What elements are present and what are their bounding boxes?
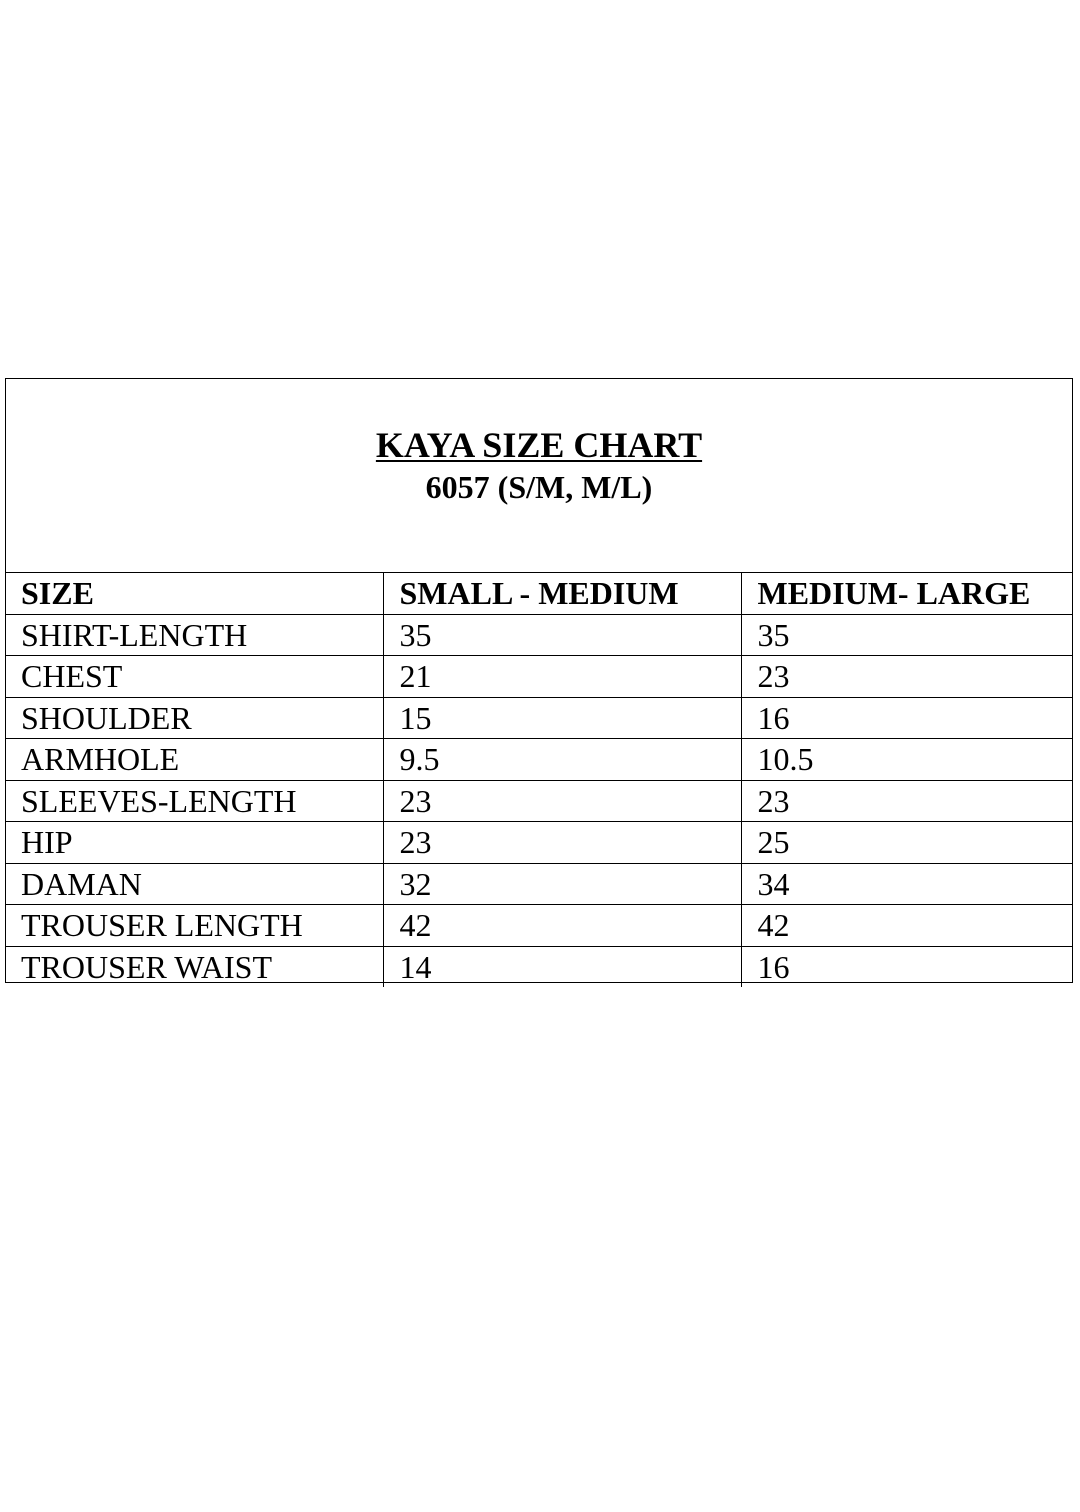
table-row xyxy=(5,822,1073,864)
table-row xyxy=(5,780,1073,822)
measurement-label: TROUSER LENGTH xyxy=(5,905,383,947)
measurement-label: TROUSER WAIST xyxy=(5,946,383,987)
medium-large-value: 16 xyxy=(741,946,1073,987)
medium-large-value: 10.5 xyxy=(741,739,1073,781)
medium-large-value: 23 xyxy=(741,780,1073,822)
medium-large-value: 35 xyxy=(741,614,1073,656)
table-row xyxy=(5,946,1073,987)
table-row xyxy=(5,614,1073,656)
measurement-label: ARMHOLE xyxy=(5,739,383,781)
header-medium-large: MEDIUM- LARGE xyxy=(741,573,1073,615)
table-row xyxy=(5,863,1073,905)
measurement-label: HIP xyxy=(5,822,383,864)
measurement-label: DAMAN xyxy=(5,863,383,905)
medium-large-value: 34 xyxy=(741,863,1073,905)
small-medium-value: 9.5 xyxy=(383,739,741,781)
medium-large-value: 23 xyxy=(741,656,1073,698)
header-size: SIZE xyxy=(5,573,383,615)
medium-large-value: 16 xyxy=(741,697,1073,739)
table-header-row xyxy=(5,573,1073,615)
small-medium-value: 21 xyxy=(383,656,741,698)
chart-title: KAYA SIZE CHART xyxy=(375,425,703,465)
small-medium-value: 23 xyxy=(383,780,741,822)
small-medium-value: 15 xyxy=(383,697,741,739)
table-row xyxy=(5,656,1073,698)
table-row xyxy=(5,905,1073,947)
table-row xyxy=(5,697,1073,739)
small-medium-value: 23 xyxy=(383,822,741,864)
small-medium-value: 14 xyxy=(383,946,741,987)
size-table xyxy=(5,572,1073,987)
medium-large-value: 25 xyxy=(741,822,1073,864)
measurement-label: SLEEVES-LENGTH xyxy=(5,780,383,822)
header-small-medium: SMALL - MEDIUM xyxy=(383,573,741,615)
title-area xyxy=(6,379,1072,573)
measurement-label: SHOULDER xyxy=(5,697,383,739)
small-medium-value: 42 xyxy=(383,905,741,947)
measurement-label: SHIRT-LENGTH xyxy=(5,614,383,656)
chart-subtitle: 6057 (S/M, M/L) xyxy=(425,469,653,505)
table-row xyxy=(5,739,1073,781)
measurement-label: CHEST xyxy=(5,656,383,698)
small-medium-value: 32 xyxy=(383,863,741,905)
small-medium-value: 35 xyxy=(383,614,741,656)
size-chart-box xyxy=(5,378,1073,983)
medium-large-value: 42 xyxy=(741,905,1073,947)
